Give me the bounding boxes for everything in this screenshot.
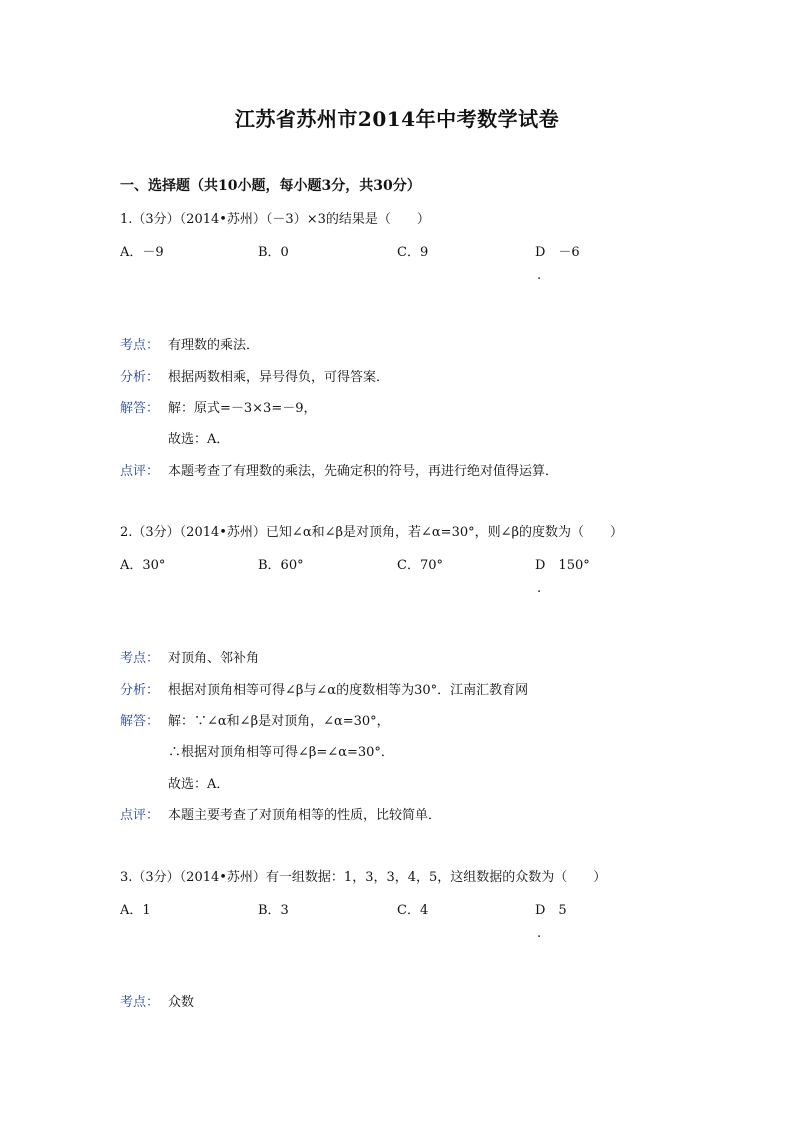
q2-option-b: B．60° bbox=[258, 558, 304, 573]
q2-jieda-line-3: 故选：A． bbox=[168, 777, 230, 792]
q2-fenxi: 根据对顶角相等可得∠β与∠α的度数相等为30°．江南汇教育网 bbox=[168, 683, 529, 698]
q2-option-d-dot: . bbox=[537, 581, 542, 596]
question-2-stem: 2.（3分）（2014•苏州）已知∠α和∠β是对顶角，若∠α=30°，则∠β的度数为（ ） bbox=[120, 525, 624, 540]
q2-option-c: C．70° bbox=[397, 558, 443, 573]
q3-option-c: C．4 bbox=[397, 903, 429, 918]
question-3-stem: 3.（3分）（2014•苏州）有一组数据：1，3，3，4，5，这组数据的众数为（ ） bbox=[120, 870, 607, 885]
q1-jieda-label: 解答： bbox=[120, 401, 160, 416]
q1-fenxi-label: 分析： bbox=[120, 370, 160, 385]
q3-option-d: D 5 bbox=[535, 903, 567, 918]
q2-kaodian-label: 考点： bbox=[120, 651, 160, 666]
q1-dianping: 本题考查了有理数的乘法，先确定积的符号，再进行绝对值得运算． bbox=[168, 464, 559, 479]
q1-kaodian: 有理数的乘法． bbox=[168, 338, 260, 353]
q3-option-d-dot: . bbox=[537, 926, 542, 941]
q2-kaodian: 对顶角、邻补角 bbox=[168, 651, 260, 666]
q3-option-a: A．1 bbox=[120, 903, 151, 918]
q1-dianping-label: 点评： bbox=[120, 464, 160, 479]
q3-kaodian: 众数 bbox=[168, 995, 195, 1010]
q2-option-d: D 150° bbox=[535, 558, 590, 573]
q2-fenxi-label: 分析： bbox=[120, 683, 160, 698]
question-1-stem: 1.（3分）（2014•苏州）（－3）×3的结果是（ ） bbox=[120, 212, 430, 227]
section-heading: 一、选择题（共10小题，每小题3分，共30分） bbox=[120, 178, 421, 194]
q2-jieda-label: 解答： bbox=[120, 714, 160, 729]
q2-dianping-label: 点评： bbox=[120, 808, 160, 823]
q1-jieda-line-1: 解：原式=－3×3=－9， bbox=[168, 401, 317, 416]
q1-option-c: C．9 bbox=[397, 245, 429, 260]
q1-option-d-dot: . bbox=[537, 268, 542, 283]
q2-jieda-line-2: ∴根据对顶角相等可得∠β=∠α=30°． bbox=[168, 745, 394, 760]
q2-jieda-line-1: 解：∵∠α和∠β是对顶角，∠α=30°， bbox=[168, 714, 390, 729]
page-title: 江苏省苏州市2014年中考数学试卷 bbox=[234, 107, 560, 131]
q1-fenxi: 根据两数相乘，异号得负，可得答案． bbox=[168, 370, 390, 385]
q1-option-d: D －6 bbox=[535, 245, 580, 260]
q1-option-b: B．0 bbox=[258, 245, 289, 260]
q3-option-b: B．3 bbox=[258, 903, 289, 918]
q3-kaodian-label: 考点： bbox=[120, 995, 160, 1010]
q1-kaodian-label: 考点： bbox=[120, 338, 160, 353]
q1-option-a: A．－9 bbox=[120, 245, 164, 260]
q2-option-a: A．30° bbox=[120, 558, 166, 573]
q2-dianping: 本题主要考查了对顶角相等的性质，比较简单． bbox=[168, 808, 442, 823]
q1-jieda-line-2: 故选：A． bbox=[168, 432, 230, 447]
